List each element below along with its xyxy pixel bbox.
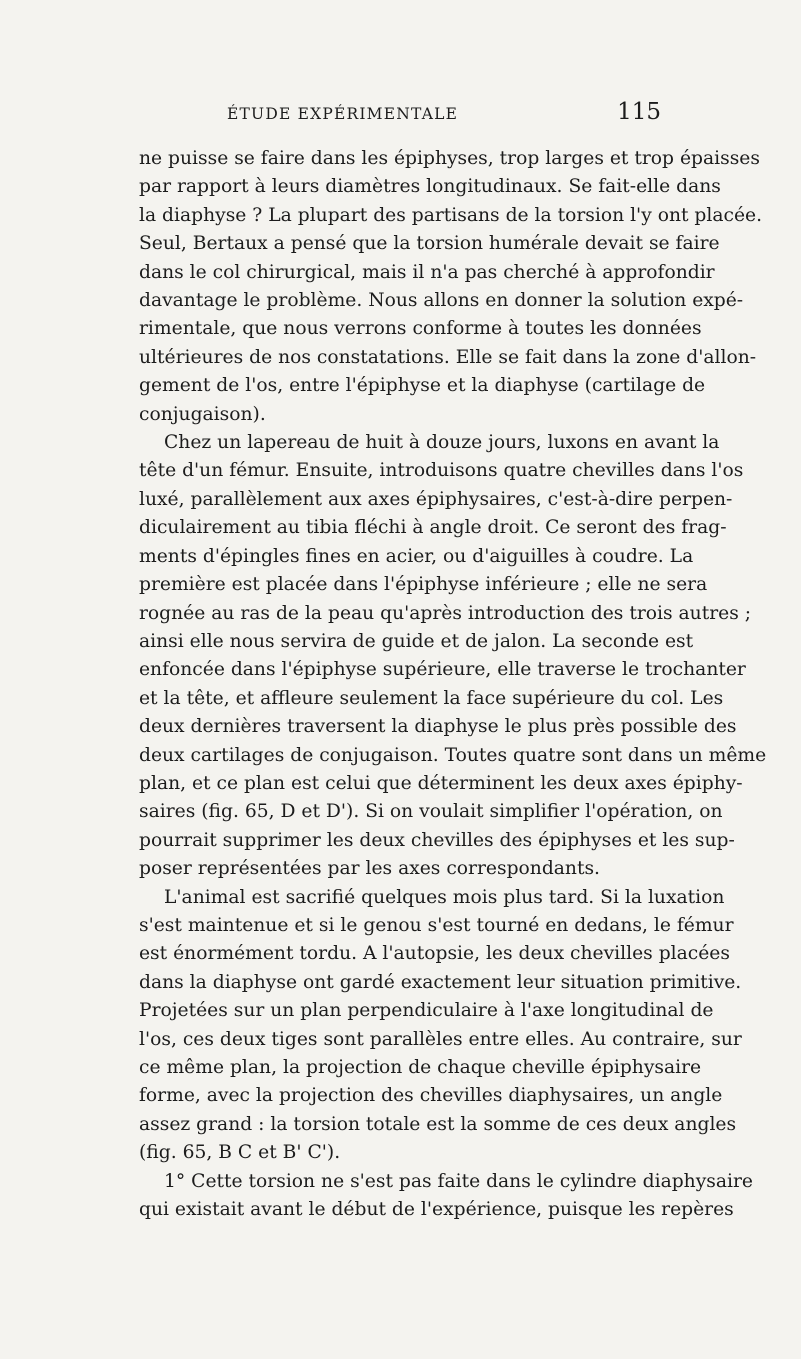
text-line: rimentale, que nous verrons conforme à toutes les données <box>139 318 702 340</box>
text-line: deux cartilages de conjugaison. Toutes quatre sont dans un même <box>139 744 767 766</box>
text-line: saires (fig. 65, D et D'). Si on voulait simplifier l'opération, on <box>139 801 723 823</box>
running-title: ÉTUDE EXPÉRIMENTALE <box>227 105 459 123</box>
text-line: tête d'un fémur. Ensuite, introduisons quatre chevilles dans l'os <box>139 460 744 482</box>
text-line: et la tête, et affleure seulement la face supérieure du col. Les <box>139 687 724 709</box>
text-line: gement de l'os, entre l'épiphyse et la diaphyse (cartilage de <box>139 375 706 397</box>
text-line: Projetées sur un plan perpendiculaire à l'axe longitudinal de <box>139 1000 714 1022</box>
text-line: Chez un lapereau de huit à douze jours, luxons en avant la <box>164 432 720 454</box>
text-line: plan, et ce plan est celui que déterminent les deux axes épiphy- <box>139 772 743 794</box>
text-line: poser représentées par les axes correspondants. <box>139 858 601 880</box>
text-line: qui existait avant le début de l'expérience, puisque les repères <box>139 1199 734 1221</box>
text-line: deux dernières traversent la diaphyse le plus près possible des <box>139 716 737 738</box>
text-line: est énormément tordu. A l'autopsie, les deux chevilles placées <box>139 943 730 965</box>
body-text <box>139 145 767 1224</box>
text-line: diculairement au tibia fléchi à angle droit. Ce seront des frag- <box>139 517 727 539</box>
paragraph-4 <box>139 1168 753 1225</box>
text-line: la diaphyse ? La plupart des partisans de la torsion l'y ont placée. <box>139 204 763 226</box>
text-line: pourrait supprimer les deux chevilles des épiphyses et les sup- <box>139 829 735 851</box>
text-line: enfoncée dans l'épiphyse supérieure, elle traverse le trochanter <box>139 659 746 681</box>
paragraph-2 <box>139 429 767 884</box>
text-line: ainsi elle nous servira de guide et de jalon. La seconde est <box>139 630 694 652</box>
text-line: conjugaison). <box>139 403 266 425</box>
text-line: l'os, ces deux tiges sont parallèles entre elles. Au contraire, sur <box>139 1028 742 1050</box>
paragraph-3 <box>139 884 742 1168</box>
paragraph-1 <box>139 145 763 429</box>
page-number: 115 <box>617 99 661 125</box>
text-line: L'animal est sacrifié quelques mois plus tard. Si la luxation <box>164 886 725 908</box>
text-line: assez grand : la torsion totale est la somme de ces deux angles <box>139 1113 737 1135</box>
text-line: par rapport à leurs diamètres longitudinaux. Se fait-elle dans <box>139 176 721 198</box>
text-line: ultérieures de nos constatations. Elle se fait dans la zone d'allon- <box>139 346 757 368</box>
text-line: dans la diaphyse ont gardé exactement leur situation primitive. <box>139 971 742 993</box>
text-line: davantage le problème. Nous allons en donner la solution expé- <box>139 290 744 312</box>
text-line: ments d'épingles fines en acier, ou d'aiguilles à coudre. La <box>139 545 694 567</box>
running-head <box>139 99 661 129</box>
text-line: Seul, Bertaux a pensé que la torsion humérale devait se faire <box>139 233 720 255</box>
text-line: ce même plan, la projection de chaque cheville épiphysaire <box>139 1057 702 1078</box>
text-line: première est placée dans l'épiphyse inférieure ; elle ne sera <box>139 574 708 596</box>
text-line: rognée au ras de la peau qu'après introduction des trois autres ; <box>139 602 752 624</box>
text-line: s'est maintenue et si le genou s'est tourné en dedans, le fémur <box>139 914 734 936</box>
text-line: forme, avec la projection des chevilles diaphysaires, un angle <box>139 1085 723 1107</box>
text-line: (fig. 65, B C et B' C'). <box>139 1142 341 1164</box>
text-line: ne puisse se faire dans les épiphyses, trop larges et trop épaisses <box>139 148 760 169</box>
text-line: 1° Cette torsion ne s'est pas faite dans le cylindre diaphysaire <box>164 1170 753 1192</box>
text-line: dans le col chirurgical, mais il n'a pas cherché à approfondir <box>139 261 715 283</box>
text-line: luxé, parallèlement aux axes épiphysaires, c'est-à-dire perpen- <box>139 488 733 510</box>
